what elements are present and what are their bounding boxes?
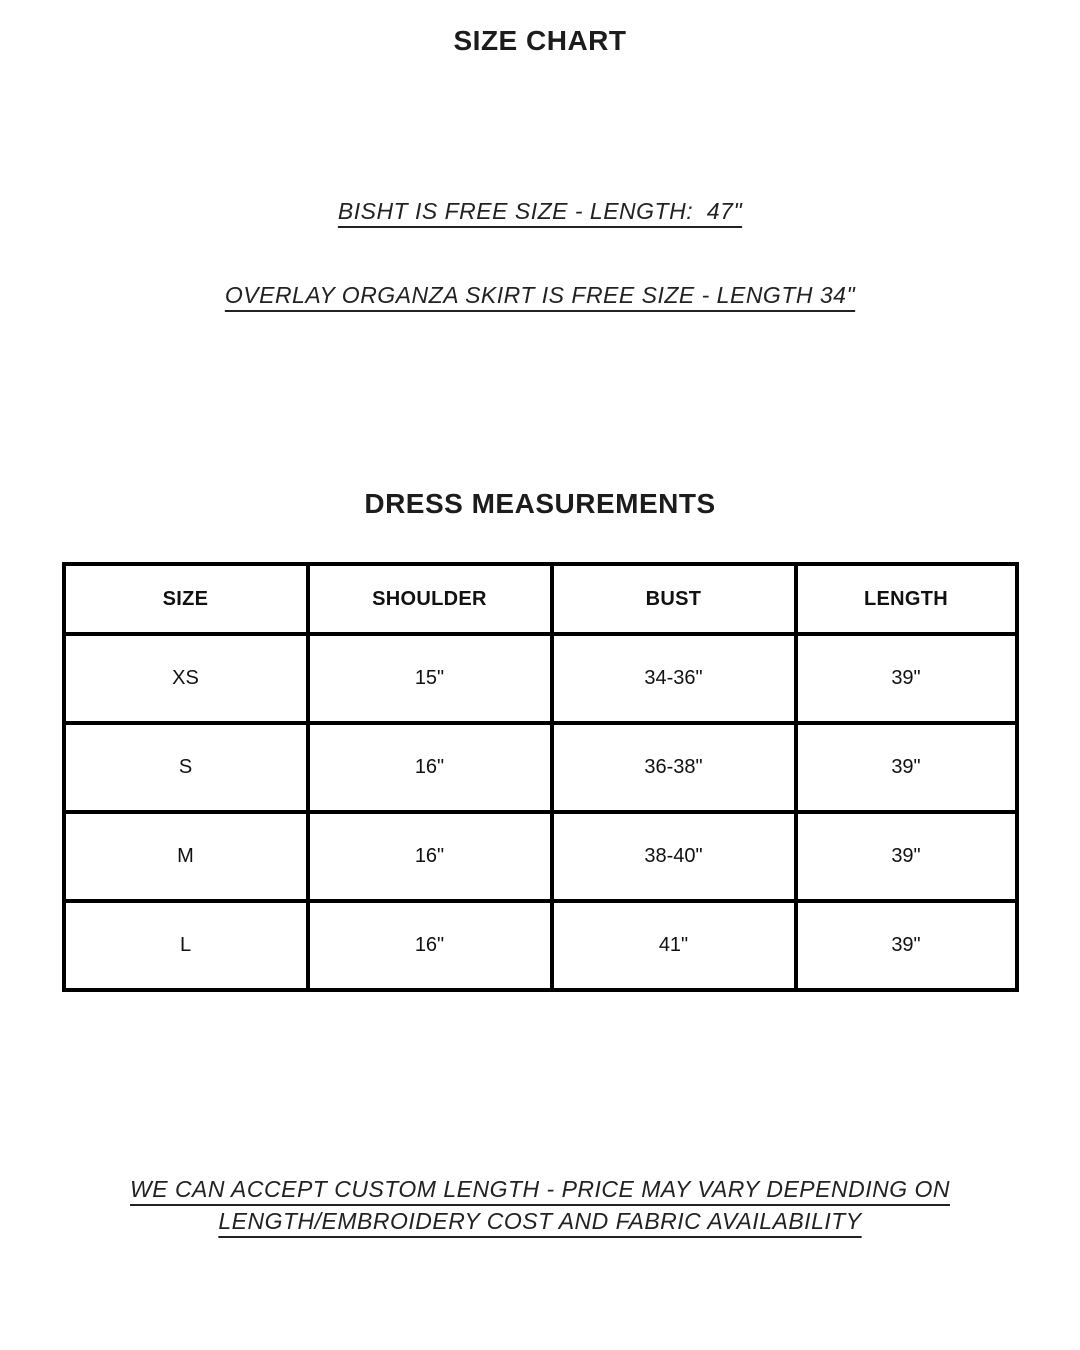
custom-length-note bbox=[100, 1173, 980, 1237]
table-cell: 15" bbox=[308, 634, 552, 723]
table-cell: 38-40" bbox=[552, 812, 796, 901]
table-cell: M bbox=[64, 812, 308, 901]
table-head bbox=[64, 564, 1017, 634]
measurements-table bbox=[62, 562, 1019, 992]
table-cell: 16" bbox=[308, 812, 552, 901]
table-cell: XS bbox=[64, 634, 308, 723]
table-cell: 39" bbox=[796, 812, 1017, 901]
table-row bbox=[64, 723, 1017, 812]
table-row bbox=[64, 901, 1017, 990]
table-cell: 34-36" bbox=[552, 634, 796, 723]
table-cell: 41" bbox=[552, 901, 796, 990]
table-cell: 36-38" bbox=[552, 723, 796, 812]
table-cell: 39" bbox=[796, 901, 1017, 990]
table-header-cell: SHOULDER bbox=[308, 564, 552, 634]
table-row bbox=[64, 812, 1017, 901]
table-cell: 39" bbox=[796, 634, 1017, 723]
table-cell: S bbox=[64, 723, 308, 812]
table-body bbox=[64, 634, 1017, 990]
organza-skirt-note: OVERLAY ORGANZA SKIRT IS FREE SIZE - LENGTH 34" bbox=[224, 282, 856, 308]
bisht-free-size-note: BISHT IS FREE SIZE - LENGTH: 47" bbox=[337, 198, 743, 224]
page-title: SIZE CHART bbox=[453, 25, 627, 56]
table-header-cell: LENGTH bbox=[796, 564, 1017, 634]
table-header-cell: BUST bbox=[552, 564, 796, 634]
table-header-row bbox=[64, 564, 1017, 634]
table-cell: L bbox=[64, 901, 308, 990]
table-cell: 39" bbox=[796, 723, 1017, 812]
custom-length-note-line-2: LENGTH/EMBROIDERY COST AND FABRIC AVAILABILITY bbox=[218, 1208, 862, 1234]
custom-length-note-line-1: WE CAN ACCEPT CUSTOM LENGTH - PRICE MAY VARY DEPENDING ON bbox=[130, 1176, 950, 1202]
table-header-cell: SIZE bbox=[64, 564, 308, 634]
table-row bbox=[64, 634, 1017, 723]
table-cell: 16" bbox=[308, 901, 552, 990]
dress-measurements-heading: DRESS MEASUREMENTS bbox=[364, 488, 716, 519]
table-cell: 16" bbox=[308, 723, 552, 812]
